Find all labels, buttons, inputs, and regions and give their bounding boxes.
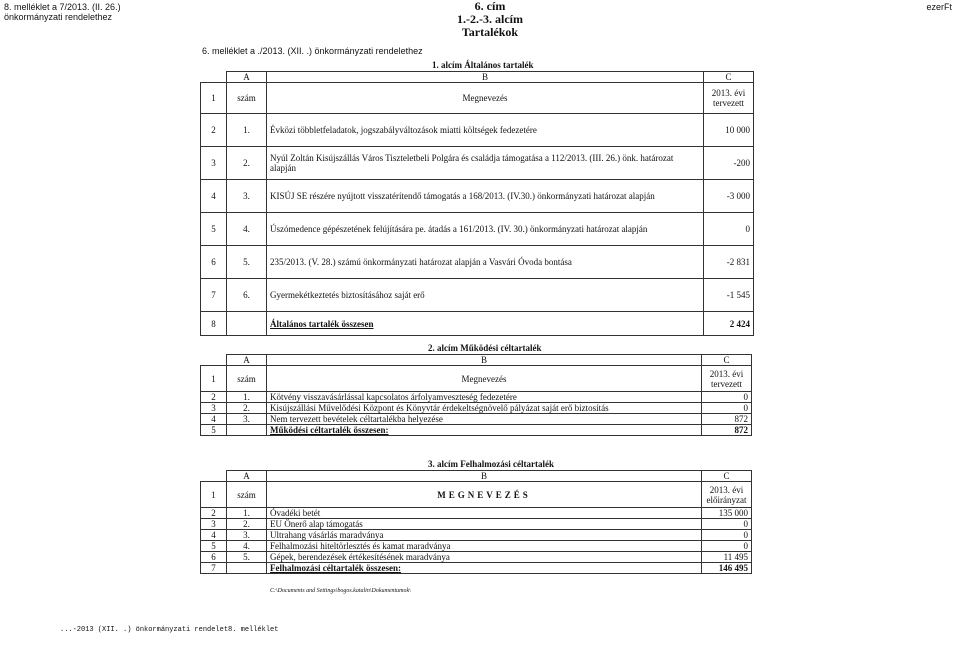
item-number: 2.: [227, 403, 267, 414]
total-label: Felhalmozási céltartalék összesen:: [267, 563, 702, 574]
total-value: 872: [702, 425, 752, 436]
evi-header: 2013. évi tervezett: [702, 366, 752, 392]
szam-header: szám: [227, 83, 267, 114]
item-number: 5.: [227, 246, 267, 279]
table-row: [201, 403, 752, 414]
table-row: [201, 414, 752, 425]
item-description: KISÚJ SE részére nyújtott visszatérítendő támogatás a 168/2013. (IV.30.) önkormányzati határozat alapján: [267, 180, 704, 213]
row-number: 4: [201, 414, 227, 425]
total-value: 2 424: [704, 312, 754, 336]
item-description: Évközi többletfeladatok, jogszabályváltozások miatti költségek fedezetére: [267, 114, 704, 147]
item-value: 0: [702, 541, 752, 552]
row-number: 1: [201, 482, 227, 508]
table-row: [201, 279, 754, 312]
capital-reserve-table: [200, 470, 752, 574]
item-value: 10 000: [704, 114, 754, 147]
item-number: 2.: [227, 147, 267, 180]
total-label: Működési céltartalék összesen:: [267, 425, 702, 436]
row-number: 2: [201, 114, 227, 147]
col-b: B: [267, 471, 702, 482]
total-label: Általános tartalék összesen: [267, 312, 704, 336]
row-number: 3: [201, 519, 227, 530]
table2-title: 2. alcím Működési céltartalék: [428, 343, 542, 353]
row-number: 4: [201, 530, 227, 541]
table-row: [201, 213, 754, 246]
item-value: 0: [702, 519, 752, 530]
row-number: 5: [201, 541, 227, 552]
item-description: 235/2013. (V. 28.) számú önkormányzati határozat alapján a Vasvári Óvoda bontása: [267, 246, 704, 279]
evi-header: 2013. évi tervezett: [704, 83, 754, 114]
item-number: 3.: [227, 414, 267, 425]
item-number: 4.: [227, 541, 267, 552]
col-c: C: [702, 355, 752, 366]
general-reserve-table: [200, 71, 754, 336]
total-value: 146 495: [702, 563, 752, 574]
column-letters-row: [201, 471, 752, 482]
table3-title: 3. alcím Felhalmozási céltartalék: [428, 459, 554, 469]
col-b: B: [267, 355, 702, 366]
table-row: [201, 519, 752, 530]
szam-header: szám: [227, 482, 267, 508]
column-letters-row: [201, 355, 752, 366]
item-value: 0: [702, 392, 752, 403]
row-number: 3: [201, 147, 227, 180]
document-title: [400, 0, 580, 39]
item-description: Kötvény visszavásárlással kapcsolatos árfolyamveszteség fedezetére: [267, 392, 702, 403]
sub-melleklet: 6. melléklet a ./2013. (XII. .) önkormányzati rendelethez: [202, 46, 423, 56]
item-value: -2 831: [704, 246, 754, 279]
cim-label: 6. cím: [474, 0, 506, 13]
row-number: 8: [201, 312, 227, 336]
row-number: 6: [201, 246, 227, 279]
item-value: 135 000: [702, 508, 752, 519]
alcim-range: 1.-2.-3. alcím: [457, 12, 523, 26]
item-description: Úszómedence gépészetének felújítására pe. átadás a 161/2013. (IV. 30.) önkormányzati határozat alapján: [267, 213, 704, 246]
table1-title: 1. alcím Általános tartalék: [432, 60, 534, 70]
item-value: 0: [702, 403, 752, 414]
item-number: 2.: [227, 519, 267, 530]
item-value: -3 000: [704, 180, 754, 213]
row-number: 1: [201, 83, 227, 114]
table-row: [201, 508, 752, 519]
column-letters-row: [201, 72, 754, 83]
col-c: C: [704, 72, 754, 83]
item-value: -200: [704, 147, 754, 180]
row-number: 5: [201, 425, 227, 436]
row-number: 4: [201, 180, 227, 213]
row-number: 1: [201, 366, 227, 392]
item-value: 872: [702, 414, 752, 425]
item-description: Nyúl Zoltán Kisújszállás Város Tiszteletbeli Polgára és családja támogatása a 112/2013. (III. 26.) önk. határozat alapján: [267, 147, 704, 180]
col-a: A: [227, 355, 267, 366]
unit-label: ezerFt: [926, 2, 952, 12]
tartalekok-label: Tartalékok: [461, 25, 519, 39]
header-row: [201, 83, 754, 114]
item-value: 11 495: [702, 552, 752, 563]
item-description: EU Önerő alap támogatás: [267, 519, 702, 530]
item-number: 1.: [227, 392, 267, 403]
row-number: 2: [201, 508, 227, 519]
item-number: 3.: [227, 180, 267, 213]
total-row: [201, 425, 752, 436]
col-c: C: [702, 471, 752, 482]
col-a: A: [227, 72, 267, 83]
item-number: 4.: [227, 213, 267, 246]
evi-header: 2013. évi előirányzat: [702, 482, 752, 508]
empty-cell: [227, 563, 267, 574]
empty-cell: [227, 425, 267, 436]
item-description: Gyermekétkeztetés biztosításához saját erő: [267, 279, 704, 312]
szam-header: szám: [227, 366, 267, 392]
item-number: 6.: [227, 279, 267, 312]
item-value: 0: [702, 530, 752, 541]
rendelet-line2: önkormányzati rendelethez: [4, 12, 113, 22]
item-number: 5.: [227, 552, 267, 563]
col-a: A: [227, 471, 267, 482]
item-number: 1.: [227, 508, 267, 519]
megnevezes-header: Megnevezés: [267, 83, 704, 114]
table-row: [201, 114, 754, 147]
item-description: Gépek, berendezések értékesítésének maradványa: [267, 552, 702, 563]
empty-cell: [227, 312, 267, 336]
row-number: 7: [201, 279, 227, 312]
header-row: [201, 366, 752, 392]
operating-reserve-table: [200, 354, 752, 436]
table-row: [201, 392, 752, 403]
file-path: C:\Documents and Settings\bogos.katalin\Dokumentumok\: [270, 588, 411, 594]
row-number: 7: [201, 563, 227, 574]
item-number: 3.: [227, 530, 267, 541]
table-row: [201, 541, 752, 552]
rendelet-reference: [4, 2, 121, 22]
item-description: Ultrahang vásárlás maradványa: [267, 530, 702, 541]
megnevezes-header: Megnevezés: [267, 366, 702, 392]
row-number: 6: [201, 552, 227, 563]
row-number: 2: [201, 392, 227, 403]
footer-reference: ...-2013 (XII. .) önkormányzati rendelet8. melléklet: [60, 626, 279, 634]
total-row: [201, 312, 754, 336]
item-value: 0: [704, 213, 754, 246]
item-value: -1 545: [704, 279, 754, 312]
rendelet-line1: 8. melléklet a 7/2013. (II. 26.): [4, 2, 121, 12]
table-row: [201, 552, 752, 563]
megnevezes-header: MEGNEVEZÉS: [267, 482, 702, 508]
header-row: [201, 482, 752, 508]
table-row: [201, 180, 754, 213]
item-description: Óvadéki betét: [267, 508, 702, 519]
item-description: Felhalmozási hiteltörlesztés és kamat maradványa: [267, 541, 702, 552]
item-description: Kisújszállási Művelődési Központ és Könyvtár érdekeltségnövelő pályázat saját erő biztosítás: [267, 403, 702, 414]
row-number: 3: [201, 403, 227, 414]
total-row: [201, 563, 752, 574]
row-number: 5: [201, 213, 227, 246]
item-number: 1.: [227, 114, 267, 147]
table-row: [201, 246, 754, 279]
col-b: B: [267, 72, 704, 83]
table-row: [201, 147, 754, 180]
table-row: [201, 530, 752, 541]
item-description: Nem tervezett bevételek céltartalékba helyezése: [267, 414, 702, 425]
